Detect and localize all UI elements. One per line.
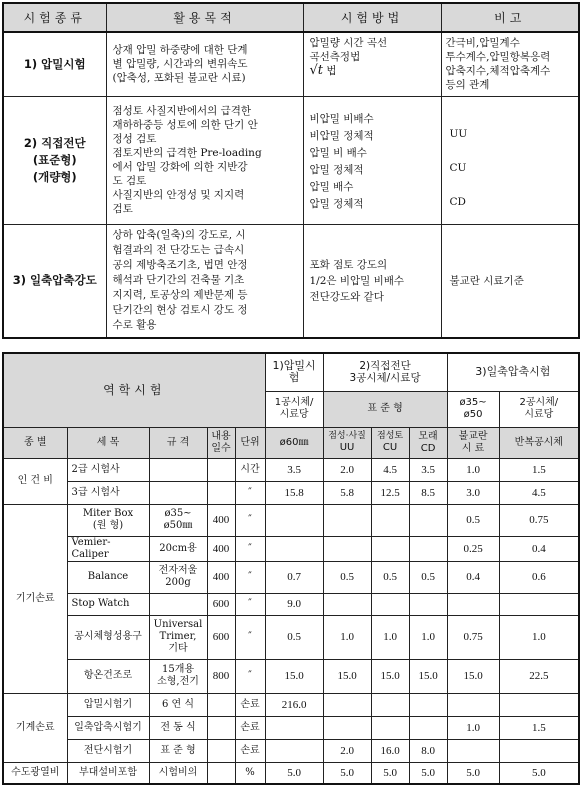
col-c5 [447,427,499,458]
test-name-line: 1) 압밀시험 [23,56,86,71]
purpose-line: 험결과의 전 단강도는 급속시 [112,244,245,257]
group-header-row [3,353,579,391]
value-cell: 0.5 [447,504,499,536]
table-row [3,32,579,96]
spec-cell: 6 연 식 [149,693,207,716]
value-cell: 16.0 [371,739,409,762]
item-cell [67,504,149,536]
value-cell: 0.5 [409,561,447,593]
item-line: Miter Box [82,508,134,519]
value-cell: 216.0 [265,693,323,716]
purpose-line: 공의 제방축조기초, 법면 안정 [112,259,248,272]
value-cell [265,739,323,762]
value-cell [409,536,447,561]
item-cell: Balance [67,561,149,593]
spec-line: Trimer, [159,631,197,642]
spec-cell [149,593,207,615]
value-cell: 1.5 [499,716,579,739]
table-row [3,481,579,504]
spec-line: 15개용 [161,664,195,675]
value-cell [323,693,371,716]
group-header-line: 2)직접전단 [359,360,411,373]
value-cell [371,536,409,561]
spec-cell [149,659,207,693]
value-cell: 5.0 [447,762,499,784]
remark-cell [441,224,579,338]
value-cell: 15.0 [409,659,447,693]
col-c2 [323,427,371,458]
method-formula [310,64,435,78]
method-line: 압밀량 시간 곡선 [309,37,388,49]
header-purpose: 활용목적 [106,3,303,32]
method-line: 비압밀 비배수 [309,112,374,125]
value-cell [447,739,499,762]
value-cell: 1.0 [499,615,579,659]
col-days-line: 내용 [211,430,231,442]
days-cell: 400 [207,504,235,536]
purpose-line: 별 압밀량, 시간과의 변위속도 [112,58,248,71]
table-row [3,693,579,716]
spec-cell [149,561,207,593]
sub-header-line: 시료당 [524,409,554,420]
days-cell: 800 [207,659,235,693]
value-cell [265,504,323,536]
purpose-line: 정성 검토 [112,133,157,145]
days-cell [207,762,235,784]
unit-cell: 시간 [235,458,265,481]
col-days-line: 일수 [211,442,231,454]
value-cell [371,716,409,739]
purpose-cell [106,96,303,224]
days-cell: 600 [207,593,235,615]
spec-line: ø35~ [164,508,192,519]
value-cell: 8.5 [409,481,447,504]
purpose-line: 상하 압축(일축)의 강도로, 시 [112,229,246,242]
spec-line: 전자저울 [158,565,198,576]
value-cell: 5.0 [323,762,371,784]
days-cell: 400 [207,561,235,593]
method-line: 곡선측정법 [309,51,361,63]
sub-header-line: 1공시체/ [274,397,314,408]
item-cell: Stop Watch [67,593,149,615]
value-cell [323,536,371,561]
item-cell: 2급 시험사 [67,458,149,481]
value-cell [323,504,371,536]
purpose-line: 점성토 사질지반에서의 급격한 [112,105,252,117]
sub-header-line: ø50 [463,409,483,420]
item-cell: 항온건조로 [67,659,149,693]
purpose-line: 상재 압밀 하중량에 대한 단계 [112,44,248,57]
purpose-line: 지지력, 토공상의 제반문제 등 [112,289,248,302]
cost-table [2,352,580,785]
spec-line: 소형,전기 [157,676,199,687]
value-cell: 1.5 [499,458,579,481]
table-row [3,615,579,659]
category-labor: 인 건 비 [3,458,67,504]
value-cell [499,739,579,762]
value-cell: 8.0 [409,739,447,762]
method-cell [303,224,441,338]
value-cell: 0.4 [447,561,499,593]
value-cell: 0.4 [499,536,579,561]
unit-cell: ″ [235,536,265,561]
method-line: 압밀 배수 [309,180,354,193]
value-cell: 0.5 [323,561,371,593]
spec-cell: 표 준 형 [149,739,207,762]
col-spec: 규 격 [149,427,207,458]
value-cell: 15.0 [371,659,409,693]
spec-line: ø50㎜ [163,520,193,531]
header-method: 시험방법 [303,3,441,32]
group-header-direct-shear [323,353,447,391]
unit-cell: ″ [235,504,265,536]
spec-line: Universal [153,619,203,630]
value-cell [409,693,447,716]
col-c5-line: 불교란 [458,430,488,442]
value-cell: 1.0 [447,716,499,739]
test-name-line: (개량형) [32,169,77,184]
value-cell: 15.0 [447,659,499,693]
unit-cell: ″ [235,481,265,504]
table-row [3,536,579,561]
days-cell [207,739,235,762]
table-row [3,659,579,693]
item-cell: 부대설비포함 [67,762,149,784]
value-cell: 3.5 [409,458,447,481]
col-type: 종 별 [3,427,67,458]
value-cell: 1.0 [323,615,371,659]
spec-cell: 시험비의 [149,762,207,784]
sub-header-diameter [447,391,499,427]
value-cell: 5.8 [323,481,371,504]
purpose-line: 사질지반의 안정성 및 지지력 [112,189,245,201]
item-line: (원 형) [92,520,124,531]
col-c3-line: CU [382,442,398,453]
sub-header-two-specimens [499,391,579,427]
purpose-cell [106,32,303,96]
value-cell: 3.0 [447,481,499,504]
col-c2-line: UU [339,442,355,453]
item-cell: 3급 시험사 [67,481,149,504]
test-name [3,224,106,338]
remark-line: CD [449,195,466,208]
value-cell: 15.0 [323,659,371,693]
value-cell [371,593,409,615]
purpose-line: 해석과 단기간의 건축물 기초 [112,274,245,287]
days-cell [207,693,235,716]
table-row [3,762,579,784]
value-cell [447,693,499,716]
table-row [3,458,579,481]
category-utilities: 수도광열비 [3,762,67,784]
purpose-line: 검토 [112,203,133,215]
value-cell: 5.0 [265,762,323,784]
col-c1: ø60㎜ [265,427,323,458]
test-purpose-table [2,2,580,339]
sub-header-line: ø35~ [459,397,487,408]
col-c4 [409,427,447,458]
header-remarks: 비고 [441,3,579,32]
sub-header-line: 2공시체/ [519,397,559,408]
remark-cell [441,32,579,96]
col-unit: 단위 [235,427,265,458]
value-cell [409,593,447,615]
value-cell [409,504,447,536]
spec-cell [149,504,207,536]
value-cell: 4.5 [499,481,579,504]
purpose-cell [106,224,303,338]
spec-line: 200g [165,577,191,588]
value-cell: 2.0 [323,739,371,762]
value-cell: 15.8 [265,481,323,504]
value-cell: 1.0 [409,615,447,659]
item-cell: 압밀시험기 [67,693,149,716]
value-cell [409,716,447,739]
category-equipment: 기기손료 [3,504,67,693]
value-cell [499,693,579,716]
value-cell: 3.5 [265,458,323,481]
spec-line: 기타 [168,643,188,654]
unit-cell: 손료 [235,693,265,716]
remark-line: 압축지수,체적압축계수 [445,65,551,77]
col-c5-line: 시 료 [461,442,485,454]
group-header-consolidation: 1)압밀시험 [265,353,323,391]
unit-cell: ″ [235,615,265,659]
value-cell: 12.5 [371,481,409,504]
remark-line: 간극비,압밀계수 [445,37,520,49]
remark-line: 등의 관계 [445,79,490,91]
unit-cell: % [235,762,265,784]
col-c3 [371,427,409,458]
item-cell: 공시체형성용구 [67,615,149,659]
method-line: 포화 점토 강도의 [309,258,388,271]
column-header-row [3,427,579,458]
unit-cell: 손료 [235,716,265,739]
remark-line: 투수계수,압밀항복응력 [445,51,551,63]
sub-header-standard: 표 준 형 [323,391,447,427]
table-row [3,593,579,615]
table-row [3,224,579,338]
days-cell [207,458,235,481]
category-machine: 기계손료 [3,693,67,762]
table-row [3,504,579,536]
table-row [3,716,579,739]
item-cell: Vemier-Caliper [67,536,149,561]
col-c4-line: 모래 [418,430,438,442]
col-c6: 반복공시체 [499,427,579,458]
value-cell: 0.25 [447,536,499,561]
days-cell: 600 [207,615,235,659]
value-cell [371,504,409,536]
value-cell [371,693,409,716]
days-cell [207,716,235,739]
value-cell [447,593,499,615]
value-cell [499,593,579,615]
value-cell: 2.0 [323,458,371,481]
col-days [207,427,235,458]
unit-cell: ″ [235,593,265,615]
value-cell: 5.0 [499,762,579,784]
unit-cell: ″ [235,561,265,593]
sqrt-t-symbol: √t [309,63,324,78]
item-cell: 일축압축시험기 [67,716,149,739]
purpose-line: 점토지반의 급격한 Pre-loading [112,147,262,159]
table-row [3,561,579,593]
value-cell [323,593,371,615]
value-cell: 0.7 [265,561,323,593]
purpose-line: (압축성, 포화된 불교란 시료) [112,72,246,85]
spec-cell [149,615,207,659]
purpose-line: 재하하중등 성토에 의한 단기 안 [112,119,258,131]
value-cell: 9.0 [265,593,323,615]
spec-cell [149,458,207,481]
value-cell: 1.0 [447,458,499,481]
value-cell: 0.5 [265,615,323,659]
remark-line: 불교란 시료기준 [449,274,524,287]
unit-cell: 손료 [235,739,265,762]
method-line: 압밀 정체적 [309,163,364,176]
unit-cell: ″ [235,659,265,693]
remark-cell [441,96,579,224]
value-cell [265,536,323,561]
method-line: 비압밀 정체적 [309,129,374,142]
value-cell: 5.0 [409,762,447,784]
value-cell: 1.0 [371,615,409,659]
purpose-line: 도 검토 [112,175,147,187]
spec-cell: 20cm용 [149,536,207,561]
purpose-line: 수로 활용 [112,319,157,332]
purpose-line: 단기간의 현상 검토시 강도 정 [112,304,248,317]
value-cell: 4.5 [371,458,409,481]
test-name-line: (표준형) [32,152,77,167]
days-cell: 400 [207,536,235,561]
method-suffix: 법 [326,65,337,77]
test-name-line: 3) 일축압축강도 [12,273,97,288]
header-row [3,3,579,32]
remark-line: CU [449,161,467,174]
spec-cell [149,481,207,504]
method-line: 1/2은 비압밀 비배수 [309,274,405,287]
test-name [3,32,106,96]
col-c4-line: CD [420,442,436,454]
header-test-type: 시험종류 [3,3,106,32]
item-cell: 전단시험기 [67,739,149,762]
test-name-line: 2) 직접전단 [23,135,86,150]
value-cell: 0.5 [371,561,409,593]
group-header-line: 3공시체/시료당 [349,372,421,385]
value-cell [323,716,371,739]
method-cell [303,32,441,96]
col-c3-line: 점성토 [377,431,404,441]
sub-header-consolidation [265,391,323,427]
remark-line: UU [449,127,468,140]
table-row [3,739,579,762]
col-item: 세 목 [67,427,149,458]
sub-header-line: 시료당 [279,409,309,420]
value-cell: 15.0 [265,659,323,693]
method-line: 압밀 비 배수 [309,146,367,159]
col-c2-line: 점성·사질 [328,431,366,441]
group-header-unconfined: 3)일축압축시험 [447,353,579,391]
test-name [3,96,106,224]
value-cell: 0.75 [499,504,579,536]
method-line: 압밀 정체적 [309,197,364,210]
value-cell: 0.6 [499,561,579,593]
cost-table-title: 역학시험 [3,353,265,427]
purpose-line: 에서 압밀 강화에 의한 지반강 [112,161,248,173]
days-cell [207,481,235,504]
value-cell [265,716,323,739]
value-cell: 0.75 [447,615,499,659]
table-row [3,96,579,224]
value-cell: 5.0 [371,762,409,784]
method-line: 전단강도와 같다 [309,290,384,303]
value-cell: 22.5 [499,659,579,693]
method-cell [303,96,441,224]
spec-cell: 전 동 식 [149,716,207,739]
